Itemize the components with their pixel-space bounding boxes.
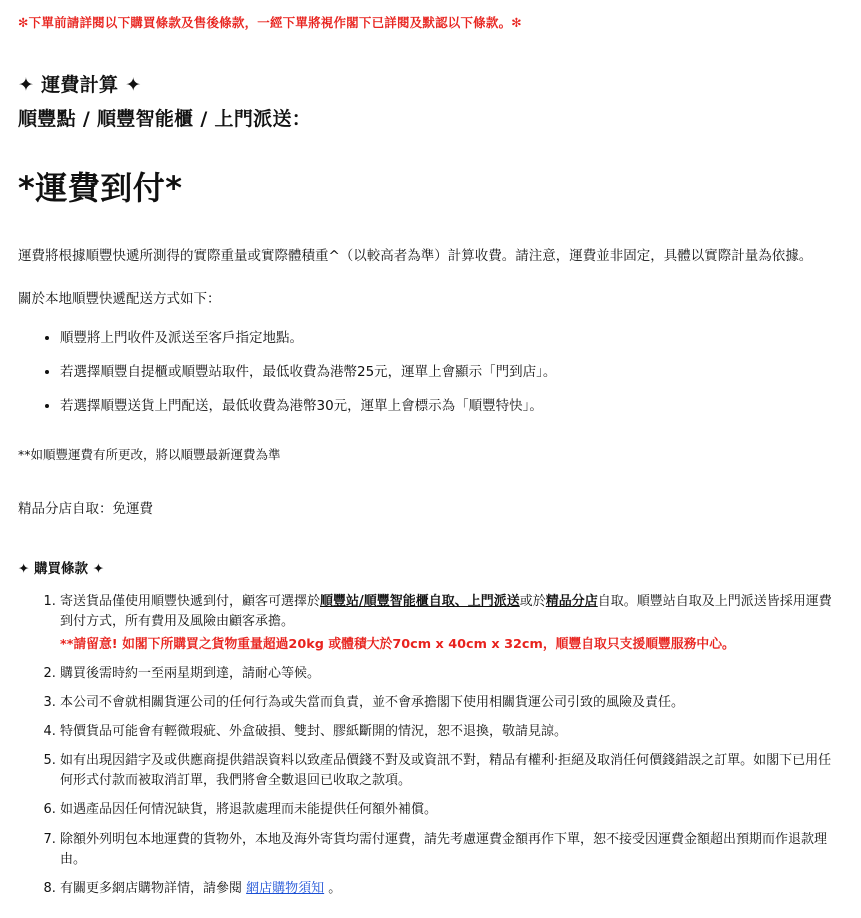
terms-item-1-warning: **請留意! 如閣下所購買之貨物重量超過20kg 或體積大於70cm x 40cm x 32cm，順豐自取只支援順豐服務中心。 (60, 636, 735, 652)
purchase-terms-list (18, 592, 843, 899)
terms-item-6: 6. 如遇產品因任何情況缺貨，將退款處理而未能提供任何額外補償。 (60, 800, 843, 820)
terms-item-1-bold-2: 精品分店 (545, 593, 598, 609)
terms-item-1-prefix: 寄送貨品僅使用順豐快遞到付，顧客可選擇於 (60, 593, 321, 609)
terms-item-1 (60, 592, 843, 655)
list-item: • 若選擇順豐自提櫃或順豐站取件，最低收費為港幣25元，運單上會顯示「門到店」。 (60, 362, 843, 382)
terms-item-8-suffix: 。 (324, 880, 342, 896)
shipping-methods-line: 順豐點 / 順豐智能櫃 / 上門派送： (18, 108, 312, 131)
terms-item-2: 2. 購買後需時約一至兩星期到達，請耐心等候。 (60, 664, 843, 684)
terms-item-1-bold-1: 順豐站/順豐智能櫃自取、上門派送 (320, 593, 520, 609)
terms-item-1-mid: 或於 (519, 593, 546, 609)
terms-item-4: 4. 特價貨品可能會有輕微瑕疵、外盒破損、雙封、膠紙斷開的情況，恕不退換，敬請見諒。 (60, 722, 843, 742)
terms-item-1-suffix: 自取。順豐站自取及上門派送皆採用運費到付方式，所有費用及風險由顧客承擔。 (60, 593, 832, 629)
shipping-bullet-list (18, 328, 843, 417)
shipping-paragraph-2: 關於本地順豐快遞配送方式如下： (18, 290, 221, 307)
list-item: • 順豐將上門收件及派送至客戶指定地點。 (60, 328, 843, 348)
freight-collect-label: *運費到付* (18, 168, 183, 207)
shipping-fee-change-note: **如順豐運費有所更改，將以順豐最新運費為準 (18, 447, 281, 463)
shop-pickup-note: 精品分店自取：免運費 (18, 501, 153, 518)
terms-item-5: 5. 如有出現因錯字及或供應商提供錯誤資料以致產品價錢不對及或資訊不對，精品有權利·拒絕及取消任何價錢錯誤之訂單。如閣下已用任何形式付款而被取消訂單，我們將會全數退回已收取之款項。 (60, 751, 843, 791)
list-item: • 若選擇順豐送貨上門配送，最低收費為港幣30元，運單上會標示為「順豐特快」。 (60, 396, 843, 416)
purchase-terms-title: ✦ 購買條款 ✦ (18, 561, 105, 578)
terms-item-8-prefix: 有關更多網店購物詳情，請參閱 (60, 880, 247, 896)
terms-item-8 (60, 879, 843, 899)
shipping-heading: ✦ 運費計算 ✦ (18, 73, 142, 96)
online-shop-guide-link[interactable]: 網店購物須知 (246, 880, 325, 896)
terms-item-7: 7. 除額外列明包本地運費的貨物外，本地及海外寄貨均需付運費，請先考慮運費金額再作下單，恕不接受因運費金額超出預期而作退款理由。 (60, 830, 843, 870)
terms-item-3: 3. 本公司不會就相關貨運公司的任何行為或失當而負責，並不會承擔閣下使用相關貨運公司引致的風險及責任。 (60, 693, 843, 713)
shipping-paragraph-1: 運費將根據順豐快遞所測得的實際重量或實際體積重^（以較高者為準）計算收費。請注意，運費並非固定，具體以實際計量為依據。 (18, 247, 813, 264)
top-notice: ✻下單前請詳閱以下購買條款及售後條款，一經下單將視作閣下已詳閱及默認以下條款。✻ (18, 15, 522, 30)
